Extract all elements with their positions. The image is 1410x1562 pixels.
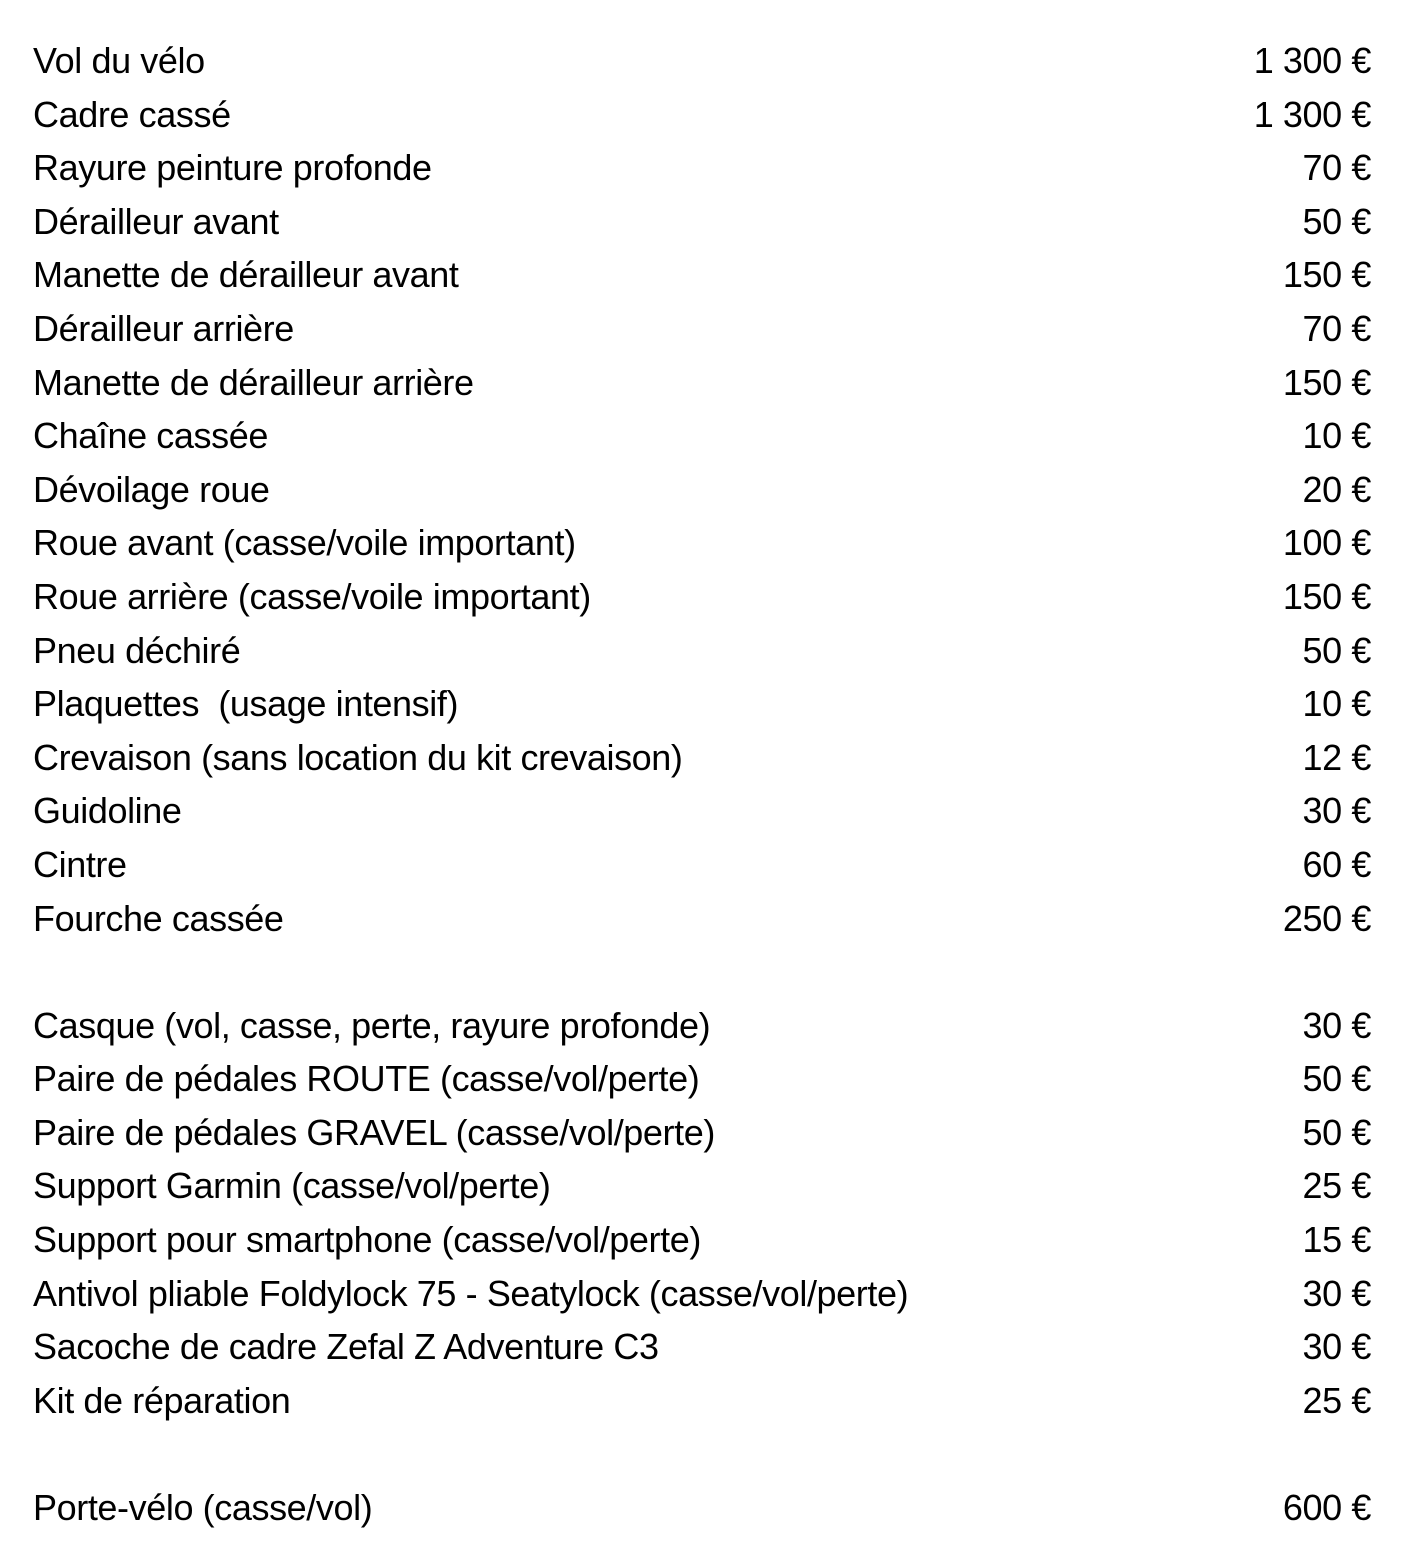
price-row [33, 1052, 1371, 1106]
price-row [33, 1481, 1371, 1535]
section-accessories [33, 999, 1371, 1428]
price-row [33, 195, 1371, 249]
item-price: 150 € [1282, 361, 1371, 403]
item-label: Dérailleur arrière [33, 307, 294, 349]
price-row [33, 1374, 1371, 1428]
item-price: 1 300 € [1253, 40, 1371, 81]
price-row [33, 1320, 1371, 1374]
price-row [33, 302, 1371, 356]
item-price: 30 € [1302, 1004, 1371, 1046]
item-price: 10 € [1302, 415, 1371, 457]
price-row [33, 141, 1371, 195]
item-label: Dérailleur avant [33, 200, 279, 242]
price-row [33, 731, 1371, 785]
item-label: Plaquettes (usage intensif) [33, 683, 459, 725]
price-row [33, 784, 1371, 838]
item-price: 150 € [1282, 575, 1371, 617]
item-label: Sacoche de cadre Zefal Z Adventure C3 [33, 1326, 659, 1368]
item-price: 25 € [1302, 1379, 1371, 1421]
item-label: Casque (vol, casse, perte, rayure profonde) [33, 1004, 711, 1046]
item-price: 25 € [1302, 1165, 1371, 1207]
price-row [33, 1159, 1371, 1213]
item-price: 50 € [1302, 1111, 1371, 1153]
item-price: 50 € [1302, 200, 1371, 242]
item-label: Crevaison (sans location du kit crevaison) [33, 736, 683, 778]
item-price: 60 € [1302, 843, 1371, 885]
price-row [33, 570, 1371, 624]
section-bike-rack [33, 1481, 1371, 1535]
item-price: 15 € [1302, 1219, 1371, 1261]
item-label: Roue arrière (casse/voile important) [33, 575, 591, 617]
item-price: 10 € [1302, 683, 1371, 725]
price-row [33, 838, 1371, 892]
section-bike-damages [33, 34, 1371, 945]
item-price: 1 300 € [1253, 93, 1371, 135]
item-price: 70 € [1302, 147, 1371, 189]
item-label: Manette de dérailleur arrière [33, 361, 474, 403]
item-label: Dévoilage roue [33, 468, 270, 510]
item-label: Rayure peinture profonde [33, 147, 432, 189]
price-row [33, 356, 1371, 410]
item-price: 50 € [1302, 629, 1371, 671]
price-row [33, 463, 1371, 517]
price-row [33, 409, 1371, 463]
item-price: 100 € [1282, 522, 1371, 564]
item-label: Manette de dérailleur avant [33, 254, 459, 296]
item-label: Cintre [33, 843, 127, 885]
item-label: Paire de pédales ROUTE (casse/vol/perte) [33, 1058, 700, 1100]
item-label: Support pour smartphone (casse/vol/perte) [33, 1219, 701, 1261]
item-price: 30 € [1302, 1272, 1371, 1314]
item-label: Fourche cassée [33, 897, 284, 939]
price-row [33, 892, 1371, 946]
item-label: Antivol pliable Foldylock 75 - Seatylock (casse/vol/perte) [33, 1272, 909, 1314]
price-row [33, 677, 1371, 731]
price-row [33, 516, 1371, 570]
price-row [33, 1106, 1371, 1160]
item-label: Vol du vélo [33, 40, 205, 81]
price-row [33, 1267, 1371, 1321]
item-price: 70 € [1302, 307, 1371, 349]
item-price: 30 € [1302, 1326, 1371, 1368]
item-label: Porte-vélo (casse/vol) [33, 1487, 373, 1529]
item-label: Kit de réparation [33, 1379, 291, 1421]
item-price: 50 € [1302, 1058, 1371, 1100]
price-row [33, 88, 1371, 142]
price-row [33, 1213, 1371, 1267]
item-label: Guidoline [33, 790, 182, 832]
item-price: 600 € [1282, 1487, 1371, 1529]
item-price: 12 € [1302, 736, 1371, 778]
item-label: Pneu déchiré [33, 629, 241, 671]
item-label: Chaîne cassée [33, 415, 268, 457]
item-price: 150 € [1282, 254, 1371, 296]
price-row [33, 624, 1371, 678]
item-label: Roue avant (casse/voile important) [33, 522, 576, 564]
price-row [33, 248, 1371, 302]
price-row [33, 999, 1371, 1053]
item-price: 20 € [1302, 468, 1371, 510]
item-label: Cadre cassé [33, 93, 231, 135]
item-label: Support Garmin (casse/vol/perte) [33, 1165, 551, 1207]
item-label: Paire de pédales GRAVEL (casse/vol/perte) [33, 1111, 715, 1153]
price-list [33, 34, 1371, 1535]
price-row [33, 34, 1371, 88]
item-price: 30 € [1302, 790, 1371, 832]
item-price: 250 € [1282, 897, 1371, 939]
